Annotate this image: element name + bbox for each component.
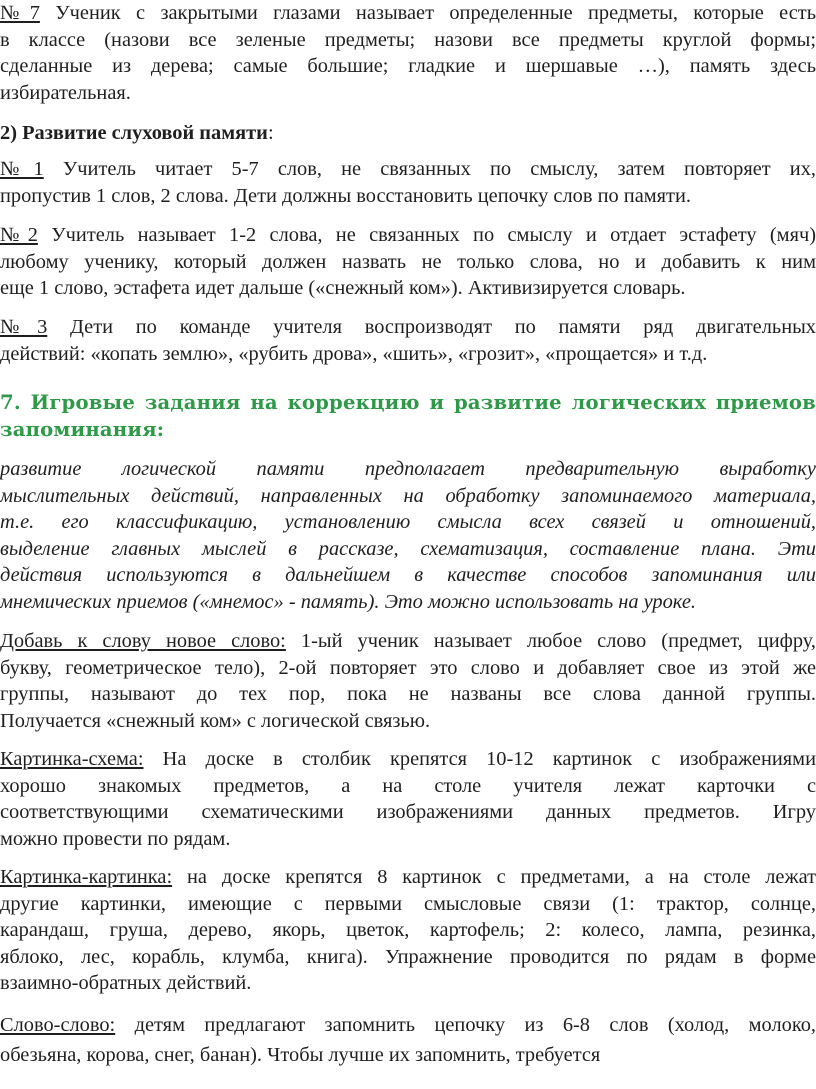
heading-line: запоминания: [0,417,165,441]
text-line: взаимно-обратных действий. [0,972,252,994]
item-number: №3 [0,316,48,338]
paragraph-item-7 [0,0,816,106]
text-line: соответствующими схематическими изображениями данных предметов. Игру [0,801,816,823]
paragraph-item-1 [0,156,816,209]
text-line: хорошо знакомых предметов, а на столе учителя лежат карточки с [0,774,816,797]
section-7-heading [0,390,816,443]
item-number: №2 [0,224,38,246]
text-line: мыслительных действий, направленных на обработку запоминаемого материала, [0,484,816,507]
text-line: выделение главных мыслей в рассказе, схематизация, составление плана. Эти [0,537,816,560]
text-line: группы, называют до тех пор, пока не названы все слова данной группы. [0,683,816,705]
game-add-word [0,628,816,734]
text-line: детям предлагают запомнить цепочку из 6-8 слов (холод, молоко, [115,1014,816,1036]
text-line: сделанные из дерева; самые большие; гладкие и шершавые …), память здесь [0,55,816,77]
text-line: Получается «снежный ком» с логической связью. [0,709,431,732]
text-line: Учитель читает 5-7 слов, не связанных по смыслу, затем повторяет их, [43,158,816,180]
heading-line: 7. Игровые задания на коррекцию и развитие логических приемов [0,391,816,414]
text-line: мнемических приемов («мнемос» - память). Это можно использовать на уроке. [0,590,696,613]
game-title: Добавь к слову новое слово: [0,630,286,652]
subheading-colon: : [267,122,274,144]
logical-memory-description [0,456,816,615]
text-line: 1-ый ученик называет любое слово (предмет, цифру, [285,630,816,652]
text-line: Учитель называет 1-2 слова, не связанных по смыслу и отдает эстафету (мяч) [37,224,816,246]
text-line: т.е. его классификацию, установлению смысла всех связей и отношений, [0,511,816,533]
text-line: действия используются в дальнейшем в качестве способов запоминания или [0,564,816,586]
game-title: Слово-слово: [0,1014,116,1036]
game-title: Картинка-картинка: [0,866,173,888]
text-line: На доске в столбик крепятся 10-12 картинок с изображениями [143,748,816,770]
subheading-text: 2) Развитие слуховой памяти [0,122,268,144]
text-line: карандаш, груша, дерево, якорь, цветок, картофель; 2: колесо, лампа, резинка, [0,919,816,941]
text-line: букву, геометрическое тело), 2-ой повторяет это слово и добавляет свое из этой же [0,656,816,679]
text-line: развитие логической памяти предполагает предварительную выработку [0,458,816,480]
game-picture-scheme [0,746,816,852]
text-line: Дети по команде учителя воспроизводят по памяти ряд двигательных [47,316,816,338]
text-line: обезьяна, корова, снег, банан). Чтобы лучше их запомнить, требуется [0,1044,601,1066]
game-word-word [0,1010,816,1070]
text-line: Ученик с закрытыми глазами называет определенные предметы, которые есть [39,2,816,24]
text-line: пропустив 1 слов, 2 слова. Дети должны восстановить цепочку слов по памяти. [0,184,691,207]
text-line: яблоко, лес, корабль, клумба, книга). Упражнение проводится по рядам в форме [0,945,816,968]
subheading-auditory-memory [0,120,816,147]
text-line: любому ученику, который должен назвать не только слова, но и добавить к ним [0,250,816,273]
game-title: Картинка-схема: [0,748,144,770]
text-line: избирательная. [0,81,131,104]
text-line: еще 1 слово, эстафета идет дальше («снежный ком»). Активизируется словарь. [0,277,686,299]
text-line: действий: «копать землю», «рубить дрова», «шить», «грозит», «прощается» и т.д. [0,342,708,365]
text-line: можно провести по рядам. [0,827,231,850]
paragraph-item-2 [0,222,816,302]
item-number: №7 [0,2,40,24]
item-number: №1 [0,158,44,180]
text-line: в классе (назови все зеленые предметы; назови все предметы круглой формы; [0,28,816,51]
text-line: на доске крепятся 8 картинок с предметами, а на столе лежат [172,866,816,888]
game-picture-picture [0,864,816,997]
text-line: другие картинки, имеющие с первыми смысловые связи (1: трактор, солнце, [0,892,816,915]
paragraph-item-3 [0,314,816,367]
